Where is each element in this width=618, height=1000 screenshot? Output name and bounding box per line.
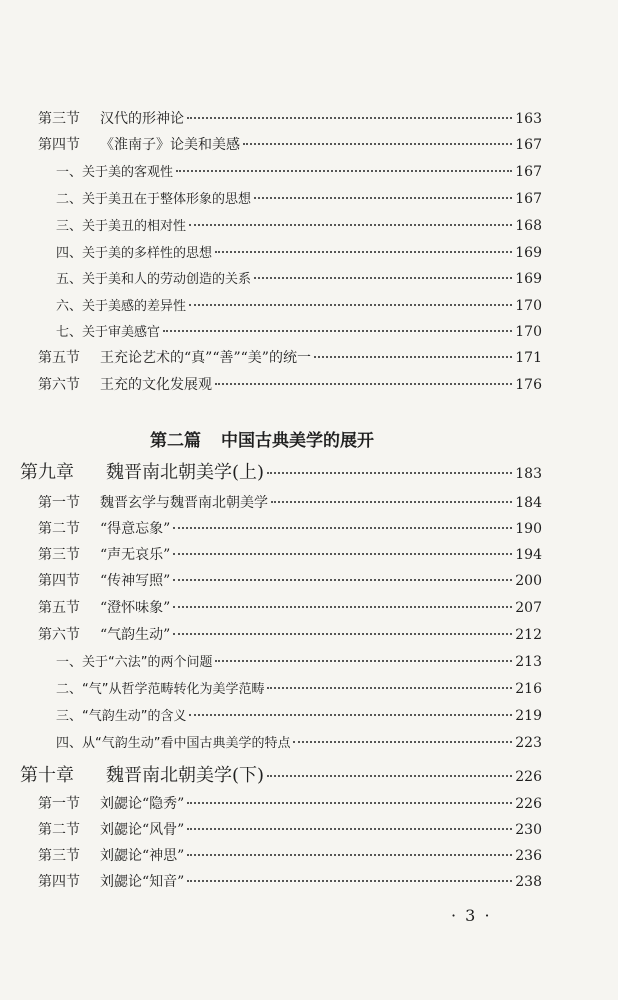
dot-leader: [267, 472, 512, 474]
entry-page-number: 213: [515, 654, 542, 670]
entry-page-number: 170: [515, 324, 542, 340]
section-entry: [38, 518, 542, 538]
dot-leader: [215, 660, 512, 662]
entry-label: 第三节: [38, 848, 80, 864]
entry-page-number: 169: [515, 271, 542, 287]
entry-label: 第五节: [38, 600, 80, 616]
dot-leader: [187, 802, 512, 804]
entry-page-number: 194: [515, 547, 542, 563]
entry-label: 第四节: [38, 137, 80, 153]
entry-title: “传神写照”: [100, 573, 171, 589]
entry-title: 七、关于审美感官: [56, 325, 161, 340]
entry-title: 三、关于美丑的相对性: [56, 219, 187, 234]
entry-page-number: 171: [515, 350, 542, 366]
entry-page-number: 167: [515, 191, 542, 207]
subsection-entry: [56, 161, 542, 180]
entry-page-number: 216: [515, 681, 542, 697]
entry-page-number: 230: [515, 822, 542, 838]
entry-page-number: 168: [515, 218, 542, 234]
entry-page-number: 226: [515, 769, 542, 785]
entry-label: 第六节: [38, 627, 80, 643]
section-entry: [38, 570, 542, 590]
dot-leader: [187, 880, 512, 882]
dot-leader: [267, 687, 512, 689]
dot-leader: [215, 251, 512, 253]
subsection-entry: [56, 268, 542, 287]
section-entry: [38, 492, 542, 512]
entry-title: 魏晋南北朝美学(下): [106, 765, 265, 786]
section-entry: [38, 374, 542, 394]
entry-label: 第一节: [38, 495, 80, 511]
entry-title: 六、关于美感的差异性: [56, 299, 187, 314]
entry-page-number: 183: [515, 466, 542, 482]
entry-page-number: 170: [515, 298, 542, 314]
section-entry: [38, 108, 542, 128]
entry-page-number: 219: [515, 708, 542, 724]
entry-page-number: 207: [515, 600, 542, 616]
entry-title: “声无哀乐”: [100, 547, 171, 563]
subsection-entry: [56, 651, 542, 670]
dot-leader: [215, 383, 512, 385]
dot-leader: [173, 606, 512, 608]
entry-label: 第四节: [38, 874, 80, 890]
entry-title: 四、从“气韵生动”看中国古典美学的特点: [56, 736, 291, 751]
part-title: 中国古典美学的展开: [221, 431, 374, 451]
dot-leader: [176, 170, 512, 172]
entry-title: 《淮南子》论美和美感: [100, 137, 240, 153]
dot-leader: [271, 501, 512, 503]
entry-page-number: 212: [515, 627, 542, 643]
dot-leader: [189, 714, 512, 716]
entry-page-number: 200: [515, 573, 542, 589]
dot-leader: [187, 117, 512, 119]
dot-leader: [254, 197, 512, 199]
subsection-entry: [56, 732, 542, 751]
dot-leader: [173, 579, 512, 581]
entry-page-number: 238: [515, 874, 542, 890]
entry-page-number: 163: [515, 111, 542, 127]
entry-page-number: 223: [515, 735, 542, 751]
dot-leader: [187, 828, 512, 830]
entry-title: 一、关于美的客观性: [56, 165, 174, 180]
section-entry: [38, 819, 542, 839]
section-entry: [38, 347, 542, 367]
entry-label: 第一节: [38, 796, 80, 812]
entry-label: 第三节: [38, 111, 80, 127]
entry-title: 刘勰论“神思”: [100, 848, 185, 864]
section-entry: [38, 793, 542, 813]
dot-leader: [189, 224, 512, 226]
entry-page-number: 176: [515, 377, 542, 393]
subsection-entry: [56, 295, 542, 314]
dot-leader: [173, 527, 512, 529]
dot-leader: [173, 633, 512, 635]
entry-title: 王充的文化发展观: [100, 377, 212, 393]
dot-leader: [187, 854, 512, 856]
entry-page-number: 190: [515, 521, 542, 537]
dot-leader: [243, 143, 512, 145]
entry-title: 魏晋南北朝美学(上): [106, 462, 265, 483]
subsection-entry: [56, 678, 542, 697]
entry-page-number: 167: [515, 164, 542, 180]
section-entry: [38, 624, 542, 644]
entry-title: “气韵生动”: [100, 627, 171, 643]
dot-leader: [314, 356, 512, 358]
dot-leader: [173, 553, 512, 555]
entry-title: “澄怀味象”: [100, 600, 171, 616]
entry-title: 刘勰论“风骨”: [100, 822, 185, 838]
dot-leader: [254, 277, 512, 279]
chapter-entry: [20, 458, 542, 484]
entry-title: 四、关于美的多样性的思想: [56, 246, 213, 261]
subsection-entry: [56, 242, 542, 261]
section-entry: [38, 544, 542, 564]
entry-label: 第四节: [38, 573, 80, 589]
entry-title: 刘勰论“知音”: [100, 874, 185, 890]
part-label: 第二篇: [150, 431, 201, 451]
entry-label: 第十章: [20, 765, 74, 786]
entry-title: “得意忘象”: [100, 521, 171, 537]
page-number: · 3 ·: [451, 906, 492, 925]
section-entry: [38, 871, 542, 891]
entry-title: 刘勰论“隐秀”: [100, 796, 185, 812]
entry-title: 三、“气韵生动”的含义: [56, 709, 187, 724]
entry-title: 二、关于美丑在于整体形象的思想: [56, 192, 252, 207]
section-entry: [38, 597, 542, 617]
subsection-entry: [56, 705, 542, 724]
subsection-entry: [56, 188, 542, 207]
entry-page-number: 167: [515, 137, 542, 153]
entry-title: 汉代的形神论: [100, 111, 184, 127]
entry-label: 第五节: [38, 350, 80, 366]
entry-title: 魏晋玄学与魏晋南北朝美学: [100, 495, 268, 511]
entry-label: 第九章: [20, 462, 74, 483]
section-entry: [38, 845, 542, 865]
entry-title: 一、关于“六法”的两个问题: [56, 655, 213, 670]
section-entry: [38, 134, 542, 154]
chapter-entry: [20, 761, 542, 787]
dot-leader: [293, 741, 512, 743]
dot-leader: [189, 304, 512, 306]
entry-page-number: 184: [515, 495, 542, 511]
entry-title: 二、“气”从哲学范畴转化为美学范畴: [56, 682, 265, 697]
entry-page-number: 169: [515, 245, 542, 261]
dot-leader: [267, 775, 512, 777]
entry-page-number: 226: [515, 796, 542, 812]
entry-label: 第二节: [38, 521, 80, 537]
dot-leader: [163, 330, 512, 332]
entry-label: 第二节: [38, 822, 80, 838]
part-heading: [150, 426, 374, 451]
entry-title: 王充论艺术的“真”“善”“美”的统一: [100, 350, 311, 366]
entry-title: 五、关于美和人的劳动创造的关系: [56, 272, 252, 287]
entry-page-number: 236: [515, 848, 542, 864]
subsection-entry: [56, 321, 542, 340]
entry-label: 第六节: [38, 377, 80, 393]
subsection-entry: [56, 215, 542, 234]
entry-label: 第三节: [38, 547, 80, 563]
